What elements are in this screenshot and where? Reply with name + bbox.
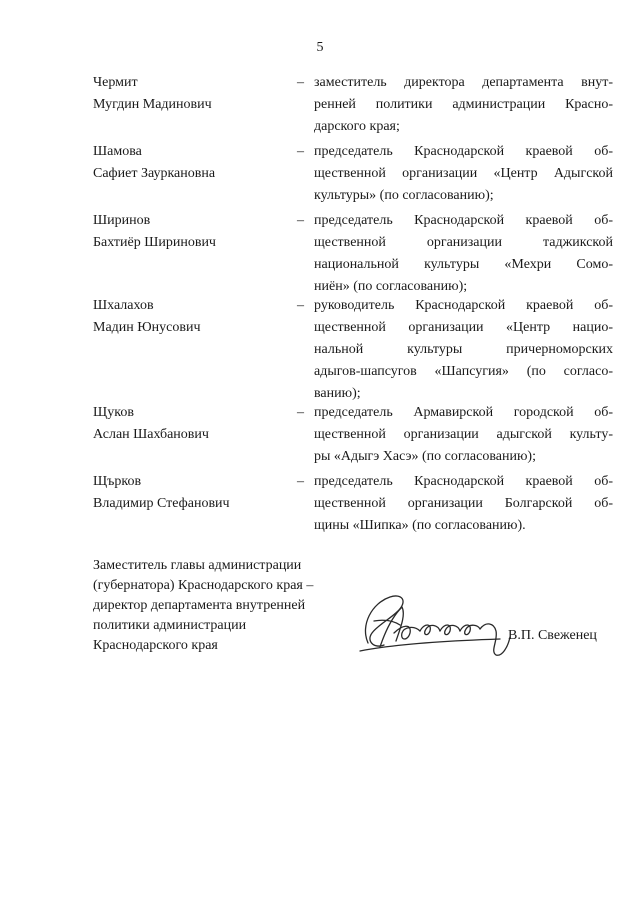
member-given-names: Мугдин Мадинович [93,97,212,112]
position-line: национальной культуры «Мехри Сомо- [314,257,613,272]
member-position [314,210,613,298]
member-name [93,210,283,254]
position-line: ры «Адыгэ Хасэ» (по согласованию); [314,449,536,464]
member-surname: Шамова [93,144,142,159]
member-position [314,295,613,405]
member-name [93,141,283,185]
member-position [314,471,613,537]
position-line: ванию); [314,386,361,401]
separator-dash: – [297,75,304,90]
member-position [314,402,613,468]
position-line: председатель Армавирской городской об- [314,405,613,420]
signatory-title-line: Заместитель главы администрации [93,558,302,573]
signatory-title-line: политики администрации [93,618,247,633]
member-surname: Шхалахов [93,298,154,313]
position-line: щественной организации Болгарской об- [314,496,613,511]
member-name [93,72,283,116]
member-name [93,402,283,446]
position-line: председатель Краснодарской краевой об- [314,213,613,228]
position-line: щины «Шипка» (по согласованию). [314,518,526,533]
position-line: председатель Краснодарской краевой об- [314,474,613,489]
separator-dash: – [297,144,304,159]
signer-name: В.П. Свеженец [508,628,597,643]
member-position [314,141,613,207]
position-line: ренней политики администрации Красно- [314,97,613,112]
separator-dash: – [297,298,304,313]
member-name [93,471,283,515]
member-surname: Щърков [93,474,142,489]
member-surname: Чермит [93,75,138,90]
position-line: дарского края; [314,119,400,134]
position-line: ниён» (по согласованию); [314,279,468,294]
separator-dash: – [297,474,304,489]
position-line: щественной организации «Центр Адыгской [314,166,613,181]
member-given-names: Аслан Шахбанович [93,427,209,442]
page-number: 5 [316,40,324,55]
member-surname: Ширинов [93,213,151,228]
member-surname: Щуков [93,405,134,420]
signatory-title-line: (губернатора) Краснодарского края – [93,578,314,593]
separator-dash: – [297,213,304,228]
position-line: щественной организации адыгской культу- [314,427,613,442]
signatory-title-line: Краснодарского края [93,638,218,653]
signatory-title-line: директор департамента внутренней [93,598,306,613]
position-line: адыгов-шапсугов «Шапсугия» (по согласо- [314,364,613,379]
position-line: заместитель директора департамента внут- [314,75,613,90]
member-given-names: Мадин Юнусович [93,320,201,335]
position-line: руководитель Краснодарской краевой об- [314,298,613,313]
separator-dash: – [297,405,304,420]
signatory-title [93,556,333,656]
member-given-names: Сафиет Заурканoвна [93,166,216,181]
member-given-names: Бахтиёр Ширинович [93,235,216,250]
position-line: щественной организации таджикской [314,235,613,250]
position-line: председатель Краснодарской краевой об- [314,144,613,159]
member-given-names: Владимир Стефанович [93,496,230,511]
position-line: нальной культуры причерноморских [314,342,613,357]
position-line: культуры» (по согласованию); [314,188,494,203]
member-name [93,295,283,339]
handwritten-signature [350,585,520,660]
position-line: щественной организации «Центр нацио- [314,320,613,335]
member-position [314,72,613,138]
